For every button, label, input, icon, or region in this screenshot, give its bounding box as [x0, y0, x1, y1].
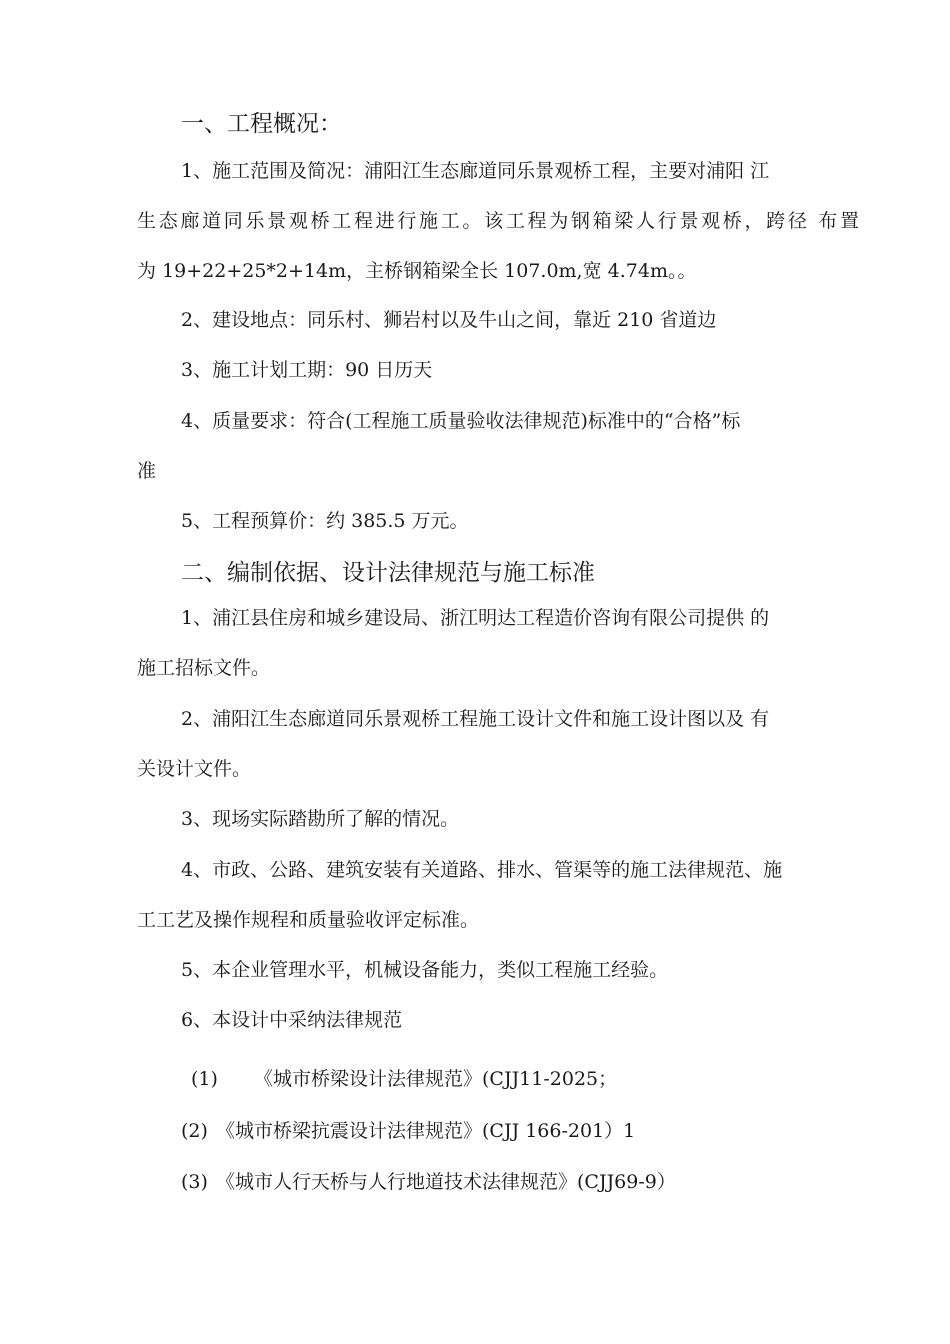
section-1-heading: 一、工程概况： [181, 111, 342, 137]
section-2-item-6: 6、本设计中采纳法律规范 [181, 1009, 403, 1031]
reference-3-text: 《城市人行天桥与人行地道技术法律规范》(CJJ69-9） [216, 1171, 676, 1193]
section-2-item-5: 5、本企业管理水平，机械设备能力，类似工程施工经验。 [181, 959, 669, 981]
section-2-item-4-line-2: 工工艺及操作规程和质量验收评定标准。 [137, 909, 480, 931]
section-1-item-1-line-1: 1、施工范围及简况：浦阳江生态廊道同乐景观桥工程，主要对浦阳 江 [181, 160, 770, 182]
section-2-heading: 二、编制依据、设计法律规范与施工标准 [181, 560, 595, 586]
reference-1-text: 《城市桥梁设计法律规范》(CJJ11-2025； [254, 1068, 618, 1090]
section-2-item-3: 3、现场实际踏勘所了解的情况。 [181, 808, 460, 830]
section-2-item-2-line-1: 2、浦阳江生态廊道同乐景观桥工程施工设计文件和施工设计图以及 有 [181, 708, 770, 730]
section-1-item-1-line-2: 生态廊道同乐景观桥工程进行施工。该工程为钢箱梁人行景观桥，跨径 布置 [137, 210, 859, 232]
reference-2-text: 《城市桥梁抗震设计法律规范》(CJJ 166-201）1 [216, 1120, 636, 1142]
reference-3-number: (3) [181, 1171, 208, 1193]
section-1-item-4-line-1: 4、质量要求：符合(工程施工质量验收法律规范)标准中的“合格”标 [181, 410, 741, 432]
section-2-item-2-line-2: 关设计文件。 [137, 758, 252, 780]
section-1-item-5: 5、工程预算价：约 385.5 万元。 [181, 510, 469, 532]
section-1-item-1-line-3: 为 19+22+25*2+14m，主桥钢箱梁全长 107.0m,宽 4.74m。。 [137, 260, 697, 282]
section-1-item-2: 2、建设地点：同乐村、狮岩村以及牛山之间，靠近 210 省道边 [181, 309, 717, 331]
section-1-item-3: 3、施工计划工期：90 日历天 [181, 359, 433, 381]
reference-1-number: (1) [191, 1068, 218, 1090]
section-2-item-1-line-1: 1、浦江县住房和城乡建设局、浙江明达工程造价咨询有限公司提供 的 [181, 607, 770, 629]
section-1-item-4-line-2: 准 [137, 460, 157, 482]
section-2-item-4-line-1: 4、市政、公路、建筑安装有关道路、排水、管渠等的施工法律规范、施 [181, 859, 783, 881]
reference-2-number: (2) [181, 1120, 208, 1142]
section-2-item-1-line-2: 施工招标文件。 [137, 657, 271, 679]
